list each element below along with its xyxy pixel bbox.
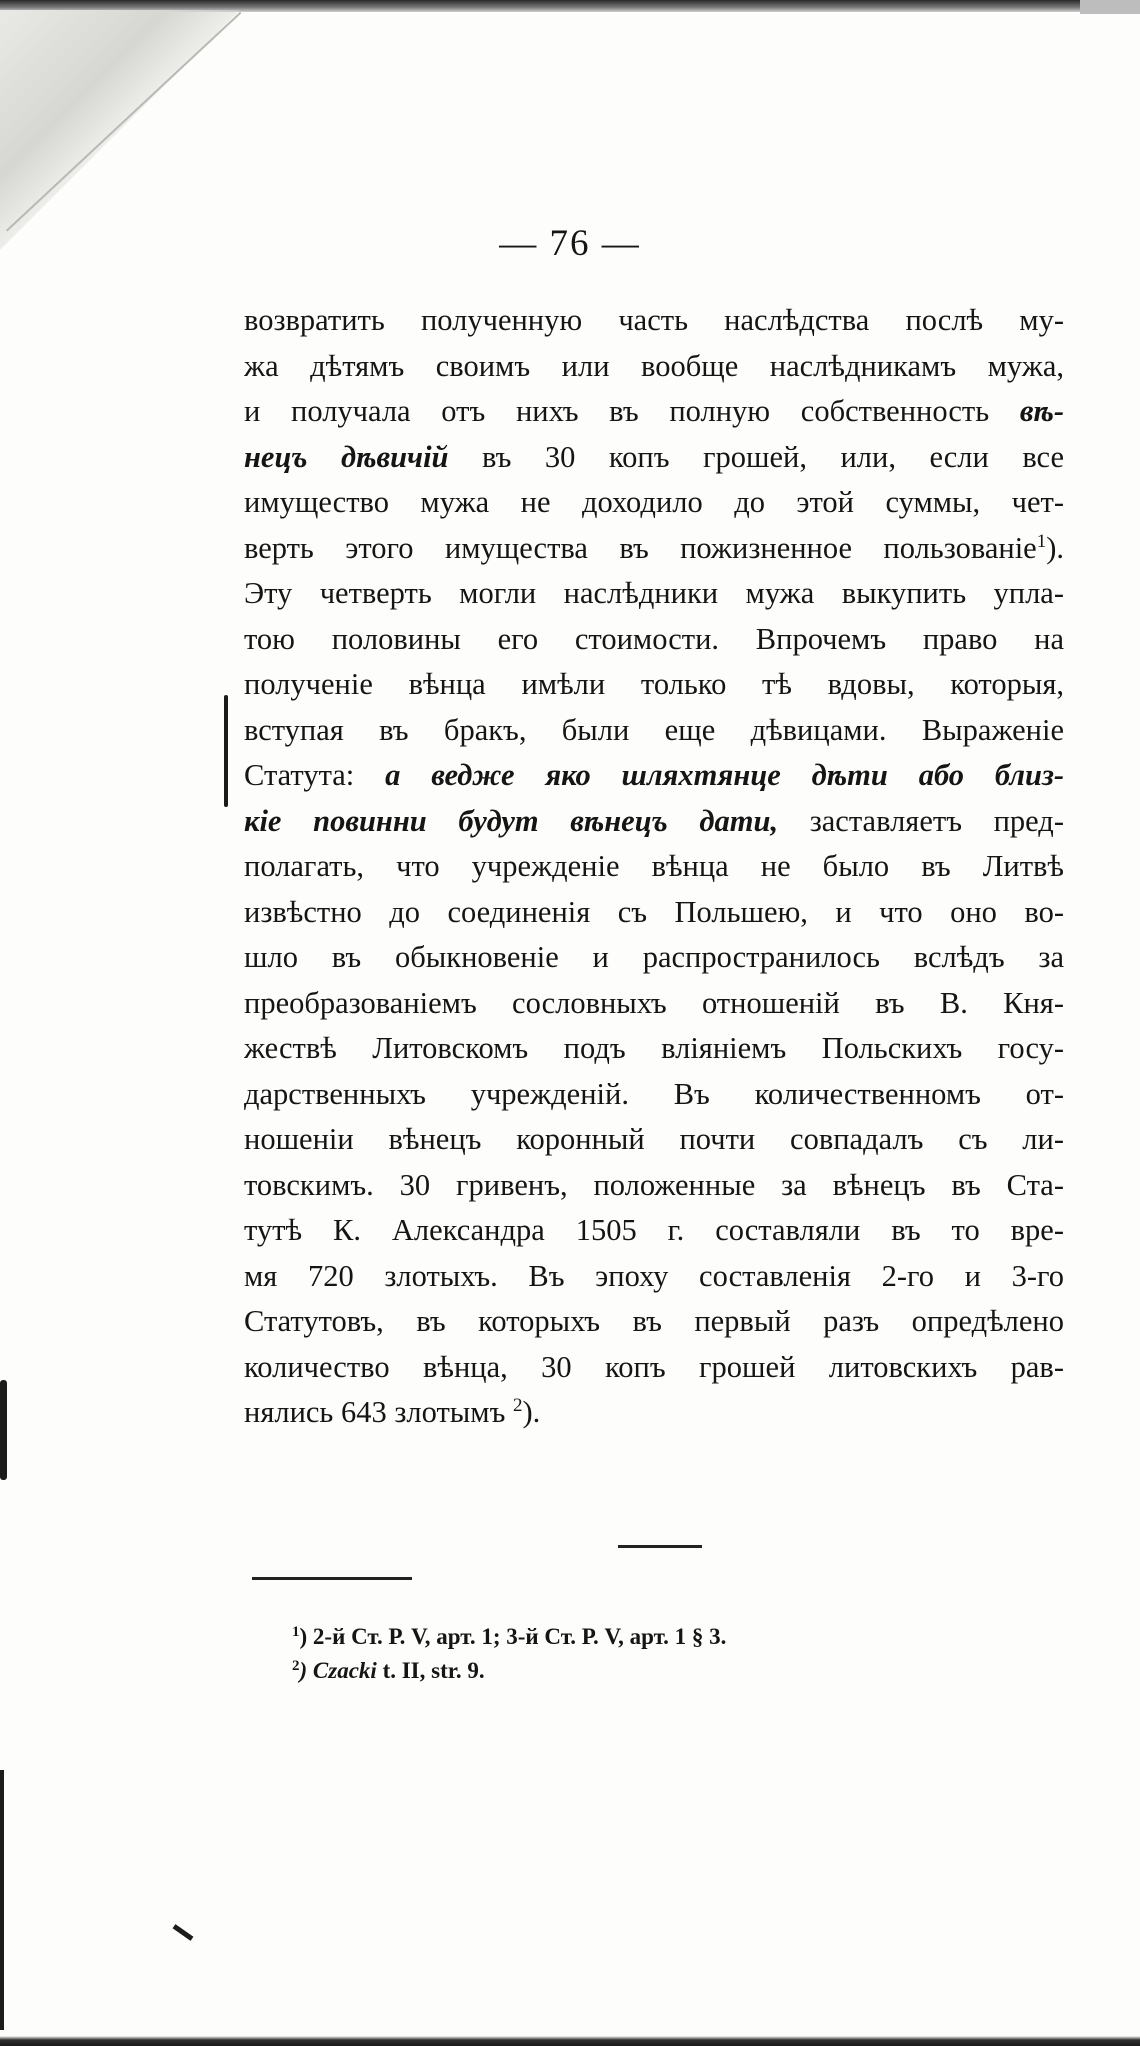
footnote-mark: 2 — [292, 1658, 300, 1674]
text-line: преобразованіемъ сословныхъ отношеній въ В. Кня- — [244, 985, 1064, 1020]
edge-speck — [173, 1924, 194, 1941]
text-line: мя 720 злотыхъ. Въ эпоху составленія 2-го и 3-го — [244, 1258, 1064, 1293]
scan-bottom-edge — [0, 2036, 1140, 2046]
footnote-mark: 1 — [292, 1624, 300, 1640]
footnote — [292, 1620, 992, 1654]
text-line: полученіе вѣнца имѣли только тѣ вдовы, которыя, — [244, 667, 1064, 701]
text-line: жа дѣтямъ своимъ или вообще наслѣдникамъ мужа, — [244, 348, 1064, 383]
text-line — [244, 435, 1064, 481]
text-line — [244, 526, 1064, 572]
text-run: Статута: — [244, 758, 386, 792]
text-line: возвратить полученную часть наслѣдства послѣ му- — [244, 303, 1064, 337]
text-line: имущество мужа не доходило до этой суммы, чет- — [244, 485, 1064, 519]
text-line: Статутовъ, въ которыхъ въ первый разъ опредѣлено — [244, 1304, 1064, 1338]
text-line: Эту четверть могли наслѣдники мужа выкупить упла- — [244, 576, 1064, 610]
margin-pencil-mark — [224, 695, 228, 807]
text-line: дарственныхъ учрежденій. Въ количественномъ от- — [244, 1076, 1064, 1111]
text-line: шло въ обыкновеніе и распространилось вслѣдъ за — [244, 940, 1064, 974]
text-run: въ 30 копъ грошей, или, если все — [448, 439, 1064, 474]
italic-quote: вѣ- — [1019, 394, 1064, 428]
italic-quote: кіе повинни будут вѣнецъ дати, — [244, 803, 779, 838]
footnote-reference: 2 — [512, 1395, 523, 1416]
edge-speck — [0, 1770, 4, 2030]
edge-speck — [0, 1380, 7, 1480]
text-run: верть этого имущества въ пожизненное пользованіе — [244, 530, 1037, 565]
text-line — [244, 799, 1064, 845]
footnote — [292, 1654, 992, 1688]
text-line — [244, 389, 1064, 435]
text-line: вступая въ бракъ, были еще дѣвицами. Выраженіе — [244, 712, 1064, 747]
text-line: жествѣ Литовскомъ подъ вліяніемъ Польскихъ госу- — [244, 1031, 1064, 1065]
footnote-text: t. II, str. 9. — [376, 1658, 485, 1683]
text-line: тутѣ К. Александра 1505 г. составляли въ то вре- — [244, 1213, 1064, 1247]
text-line — [244, 1390, 1064, 1436]
text-line: товскимъ. 30 гривенъ, положенные за вѣнецъ въ Ста- — [244, 1167, 1064, 1202]
text-run: ). — [522, 1395, 541, 1429]
text-line — [244, 753, 1064, 799]
text-line: тою половины его стоимости. Впрочемъ право на — [244, 621, 1064, 656]
text-run: нялись 643 злотымъ — [244, 1395, 513, 1429]
text-line: извѣстно до соединенія съ Польшею, и что оно во- — [244, 894, 1064, 929]
page-number: — 76 — — [499, 223, 641, 264]
italic-quote: а ведже яко шляхтянце дѣти або близ- — [385, 758, 1064, 792]
text-run: заставляетъ пред- — [778, 803, 1064, 838]
footnote-reference: 1 — [1036, 530, 1047, 552]
text-line: количество вѣнца, 30 копъ грошей литовскихъ рав- — [244, 1349, 1064, 1384]
text-line: полагать, что учрежденіе вѣнца не было въ Литвѣ — [244, 849, 1064, 883]
section-end-rule — [618, 1545, 702, 1548]
footnotes — [292, 1620, 992, 1688]
text-line: ношеніи вѣнецъ коронный почти совпадалъ съ ли- — [244, 1122, 1064, 1156]
text-run: и получала отъ нихъ въ полную собственность — [244, 394, 1020, 428]
text-run: ). — [1046, 530, 1064, 565]
footnote-text: ) 2-й Ст. Р. V, арт. 1; 3-й Ст. Р. V, арт. 1 § 3. — [299, 1624, 727, 1649]
italic-quote: нецъ дѣвичій — [244, 439, 449, 474]
footnote-separator — [252, 1577, 412, 1580]
body-text — [244, 298, 1064, 1436]
footnote-author: ) Czacki — [299, 1658, 377, 1683]
